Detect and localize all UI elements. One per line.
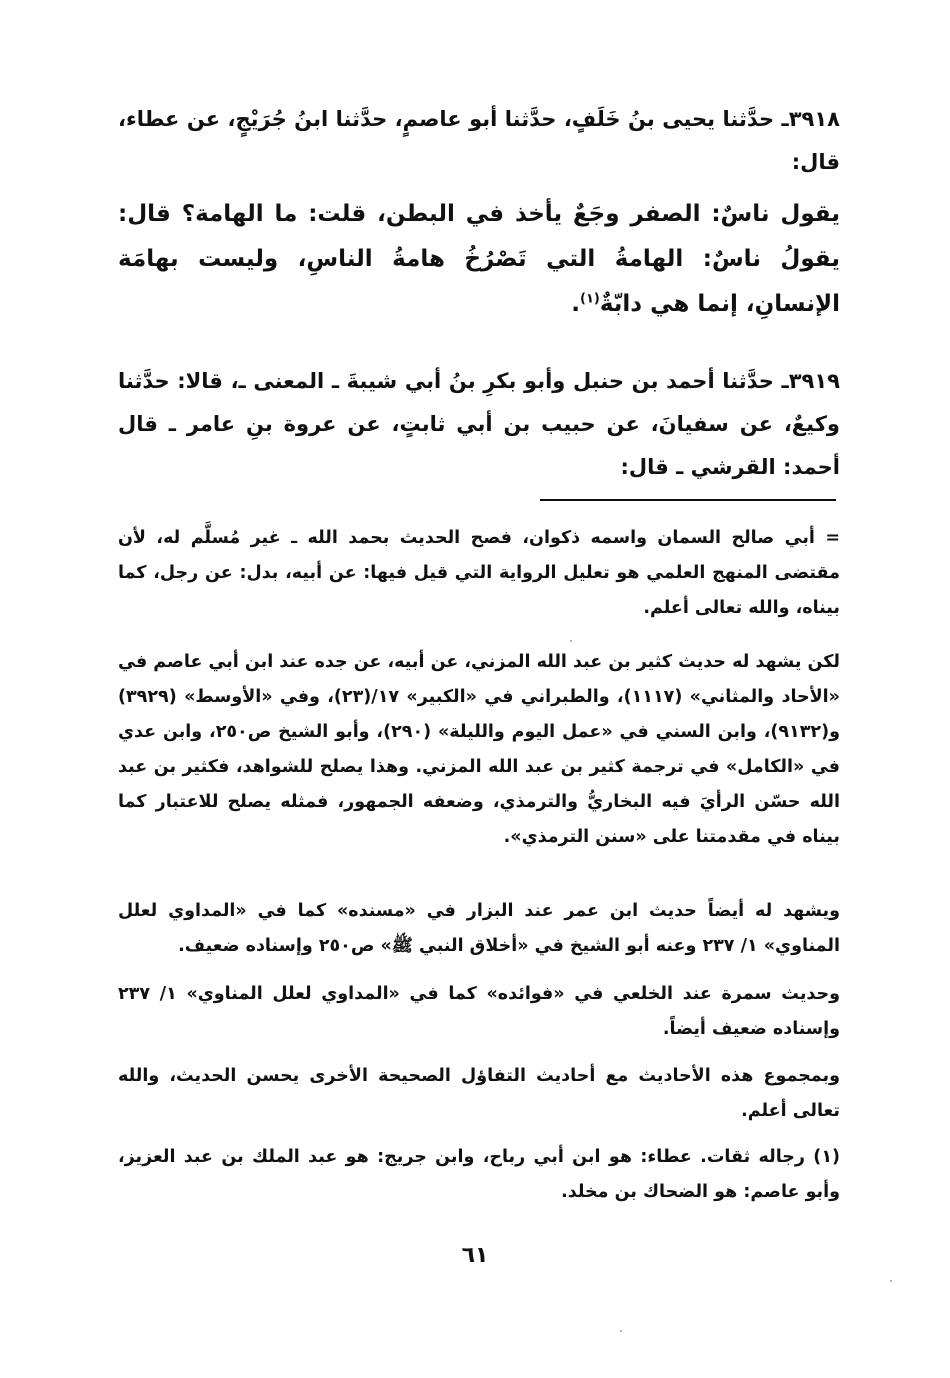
- footnote-separator: [540, 499, 836, 501]
- scan-speck: [890, 1280, 892, 1282]
- scan-speck: [570, 640, 572, 642]
- scan-speck: [620, 1330, 622, 1332]
- hadith-3918-chain: ٣٩١٨ـ حدَّثنا يحيى بنُ خَلَفٍ، حدَّثنا أبو عاصمٍ، حدَّثنا ابنُ جُرَيْجٍ، عن عطاء، قال:: [118, 107, 840, 174]
- footnote-1: (١) رجاله ثقات. عطاء: هو ابن أبي رباح، وابن جريج: هو عبد الملك بن عبد العزيز، وأبو عاصم: هو الضحاك بن مخلد.: [118, 1147, 840, 1202]
- footnote-marker-1: (١): [580, 291, 600, 307]
- footnote-paragraph: وحديث سمرة عند الخلعي في «فوائده» كما في «المداوي لعلل المناوي» ١/ ٢٣٧ وإسناده ضعيف أيضاً.: [118, 984, 840, 1039]
- footnote-paragraph: لكن يشهد له حديث كثير بن عبد الله المزني، عن أبيه، عن جده عند ابن أبي عاصم في «الأحاد والمثاني» (١١١٧)، والطبراني في «الكبير» ١٧/(٢٣)، وفي «الأوسط» (٣٩٢٩) و(٩١٣٢)، وابن السني في «عمل اليوم والليلة» (٢٩٠)، وأبو الشيخ ص٢٥٠، وابن عدي في «الكامل» في ترجمة كثير بن عبد الله المزني. وهذا يصلح للشواهد، فكثير بن عبد الله حسّن الرأيَ فيه البخاريُّ والترمذي، وضعفه الجمهور، فمثله يصلح للاعتبار كما بيناه في مقدمتنا على «سنن الترمذي».: [118, 652, 840, 847]
- footnote-paragraph: ويشهد له أيضاً حديث ابن عمر عند البزار في «مسنده» كما في «المداوي لعلل المناوي» ١/ ٢٣٧ وعنه أبو الشيخ في «أخلاق النبي ﷺ» ص٢٥٠ وإسناده ضعيف.: [118, 901, 840, 956]
- hadith-3918-body: يقول ناسٌ: الصفر وجَعٌ يأخذ في البطن، قلت: ما الهامة؟ قال: يقولُ ناسٌ: الهامةُ التي تَصْرُخُ هامةُ الناسِ، وليست بهامَة الإنسانِ، إنما هي دابّةٌ: [118, 201, 840, 317]
- hadith-3918-end: .: [571, 291, 580, 317]
- footnote-paragraph: = أبي صالح السمان واسمه ذكوان، فصح الحديث بحمد الله ـ غير مُسلَّم له، لأن مقتضى المنهج العلمي هو تعليل الرواية التي قيل فيها: عن أبيه، بدل: عن رجل، كما بيناه، والله تعالى أعلم.: [118, 528, 840, 618]
- footnote-paragraph: وبمجموع هذه الأحاديث مع أحاديث التفاؤل الصحيحة الأخرى يحسن الحديث، والله تعالى أعلم.: [118, 1066, 840, 1121]
- page-number: ٦١: [461, 1243, 489, 1268]
- hadith-3919-chain: ٣٩١٩ـ حدَّثنا أحمد بن حنبل وأبو بكرِ بنُ أبي شيبةَ ـ المعنى ـ، قالا: حدَّثنا وكيعٌ، عن سفيانَ، عن حبيب بن أبي ثابتٍ، عن عروة بنِ عامر ـ قال أحمد: القرشي ـ قال:: [118, 369, 840, 479]
- hadith-3918-text: [118, 192, 840, 327]
